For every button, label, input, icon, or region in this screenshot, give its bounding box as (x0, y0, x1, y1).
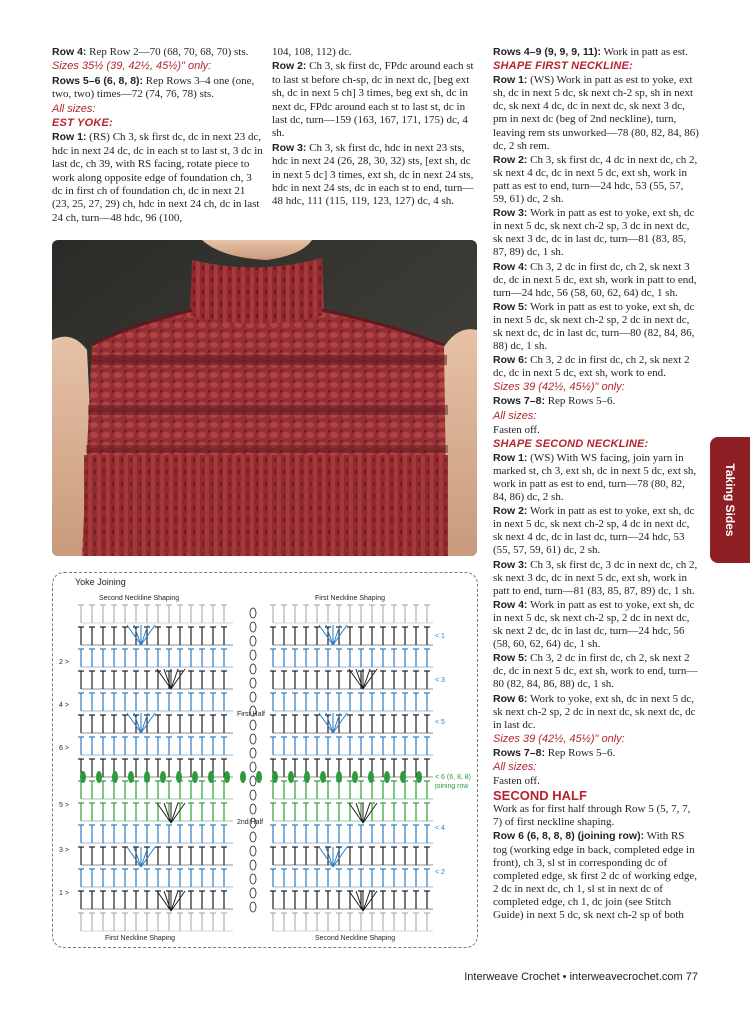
garment-photo-illustration (52, 240, 477, 556)
row-label: Row 3: (493, 207, 528, 220)
instruction-text: (RS) Ch 3, sk first dc, dc in next 23 dc, hdc in next 24 dc, dc in each st to last st, 3 dc in last dc, ch 39, with RS facing, rotate piece to work along opposite edge of foundation ch, 3 dc in first ch of foundation ch, dc in next 21 (23, 25, 27, 29) ch, hdc in next 24 ch, dc in last 24 ch, turn—48 hdc, 96 (100, (52, 131, 263, 224)
row-label: Row 3: (272, 141, 307, 154)
row-label: Row 1: (493, 74, 528, 87)
shell-fan-stroke (326, 713, 333, 733)
page-footer: Interweave Crochet • interweavecrochet.com 77 (464, 971, 698, 983)
shell-fan-stroke (127, 713, 141, 733)
instruction-text: Ch 3, 2 dc in first dc, ch 2, sk next 3 dc, dc in next 5 dc, ext sh, work in patt to end, turn—24 hdc, 56 (58, 60, 62, 64) dc, 1 sh. (493, 260, 697, 299)
shell-fan-stroke (326, 847, 333, 867)
shell-fan-stroke (363, 669, 370, 689)
instruction-text: (WS) With WS facing, join yarn in marked st, ch 3, ext sh, dc in next 5 dc, ext sh, work in patt as est to end, turn—78 (80, 82, 84, 86) dc, 2 sh. (493, 451, 697, 504)
chain-oval (250, 888, 256, 898)
section-heading-second-neckline: SHAPE SECOND NECKLINE: (493, 437, 649, 450)
instruction-text: Rep Row 2—70 (68, 70, 68, 70) sts. (86, 46, 249, 58)
chain-oval (250, 706, 256, 716)
instruction-text: Ch 3, sk first dc, FPdc around each st to last st before ch-sp, dc in next dc, [beg ext sh, dc in next 5 ch] 3 times, beg ext sh, dc in next dc, FPdc around each st to last st, dc in last dc, turn—159 (163, 167, 171, 175) dc, 4 sh. (272, 60, 474, 140)
row-label: Rows 7–8: (493, 395, 545, 408)
chain-oval (250, 664, 256, 674)
shell-fan-stroke (319, 713, 333, 733)
chain-oval (250, 748, 256, 758)
instruction-text: Work as for first half through Row 5 (5, 7, 7, 7) of first neckline shaping. (493, 803, 691, 829)
row-label: Rows 4–9 (9, 9, 9, 11): (493, 46, 601, 58)
chain-oval (250, 902, 256, 912)
row-label: Row 6: (493, 354, 528, 367)
yoke-joining-chart (52, 572, 478, 948)
chart-label-bottom-right: Second Neckline Shaping (315, 935, 396, 942)
row-label: Row 2: (493, 505, 528, 518)
row-label: Row 2: (493, 153, 528, 166)
chain-oval (250, 776, 256, 786)
row-label-right: < 5 (435, 719, 445, 726)
shell-fan-stroke (363, 669, 377, 689)
chart-title: Yoke Joining (75, 577, 126, 587)
joining-row-oval (208, 771, 214, 783)
row-label-right: < 4 (435, 825, 445, 832)
chart-label-bottom-left: First Neckline Shaping (105, 935, 176, 942)
chart-label-top-left: Second Neckline Shaping (99, 595, 180, 602)
shell-fan-stroke (171, 803, 178, 823)
chain-oval (250, 636, 256, 646)
joining-row-oval (240, 771, 246, 783)
shell-fan-stroke (356, 803, 363, 823)
instruction-text: Work in patt as est to yoke, ext sh, dc in next 5 dc, sk next ch-2 sp, 2 dc in next dc, sk next dc, dc in last dc, turn—80 (82, 84, 86, 88) dc, 1 sh. (493, 300, 695, 353)
instruction-text: Fasten off. (493, 423, 540, 436)
sizes-note: Sizes 39 (42½, 45½)" only: (493, 732, 625, 745)
shell-fan-stroke (171, 669, 185, 689)
section-heading-second-half: SECOND HALF (493, 788, 587, 804)
chain-oval (250, 790, 256, 800)
shell-fan-stroke (333, 625, 347, 645)
instruction-text: Ch 3, 2 dc in first dc, ch 2, sk next 2 dc, dc in next 5 dc, ext sh, work to end, turn—80 (82, 84, 86, 88) dc, 1 sh. (493, 652, 698, 691)
row-label: Rows 5–6 (6, 8, 8): (52, 74, 144, 87)
shell-fan-stroke (141, 847, 155, 867)
section-side-tab (710, 437, 750, 563)
chain-oval (250, 650, 256, 660)
row-label-right: < 2 (435, 869, 445, 876)
shell-fan-stroke (363, 891, 377, 911)
instruction-text: 104, 108, 112) dc. (272, 46, 352, 58)
row-label-left: 4 > (59, 702, 69, 709)
instruction-text: Work in patt as est to yoke, ext sh, dc in next 5 dc, sk next ch-2 sp, 4 dc in next dc, sk next 4 dc, dc in last dc, turn—24 hdc, 53 (55, 57, 59, 61) dc, 2 sh. (493, 505, 695, 557)
joining-row-oval (272, 771, 278, 783)
joining-row-oval (304, 771, 310, 783)
row-label: Row 4: (493, 260, 528, 273)
joining-row-oval (288, 771, 294, 783)
shell-fan-stroke (363, 803, 377, 823)
joining-row-oval (128, 771, 134, 783)
row-label: Row 4: (52, 46, 87, 58)
joining-row-oval (256, 771, 262, 783)
chain-oval (250, 720, 256, 730)
shell-fan-stroke (127, 847, 141, 867)
joining-row-oval (144, 771, 150, 783)
shell-fan-stroke (164, 669, 171, 689)
chain-oval (250, 734, 256, 744)
shell-fan-stroke (171, 803, 185, 823)
row-label-left: 1 > (59, 890, 69, 897)
shell-fan-stroke (319, 847, 333, 867)
joining-row-oval (368, 771, 374, 783)
sizes-note: Sizes 39 (42½, 45½)" only: (493, 381, 625, 394)
chain-oval (250, 818, 256, 828)
row-label: Row 5: (493, 300, 528, 313)
instruction-text: Work to yoke, ext sh, dc in next 5 dc, sk next ch-2 sp, 2 dc in next dc, sk next dc, dc in last dc. (493, 692, 696, 731)
instruction-text: Rep Rows 3–4 one (one, two, two) times—72 (74, 76, 78) sts. (52, 74, 255, 101)
instruction-text: Ch 3, sk first dc, 4 dc in next dc, ch 2, sk next 4 dc, dc in next 5 dc, ext sh, work in patt as est to end, turn—24 hdc, 53 (55, 57, 59, 61) dc, 2 sh. (493, 153, 698, 206)
garment-photo (52, 240, 477, 556)
row-label-left: 5 > (59, 802, 69, 809)
chain-oval (250, 762, 256, 772)
text-column-2 (272, 46, 477, 210)
row-label: Row 3: (493, 558, 528, 571)
joining-row-oval (176, 771, 182, 783)
instruction-text: Ch 3, 2 dc in first dc, ch 2, sk next 2 dc, dc in next 5 dc, ext sh, work to end. (493, 354, 690, 380)
shell-fan-stroke (134, 713, 141, 733)
joining-row-oval (352, 771, 358, 783)
shell-fan-stroke (141, 625, 155, 645)
row-label: Row 6 (6, 8, 8, 8) (joining row): (493, 830, 645, 843)
instruction-text: Work in patt as est to yoke, ext sh, dc in next 5 dc, sk next ch-2 sp, 2 dc in next dc, sk next 2 dc, dc in last dc, turn—24 hdc, 56 (58, 60, 62, 64) dc, 1 sh. (493, 598, 695, 651)
row-label-right: < 1 (435, 633, 445, 640)
shell-fan-stroke (356, 669, 363, 689)
shell-fan-stroke (356, 891, 363, 911)
joining-row-oval (336, 771, 342, 783)
shell-fan-stroke (164, 891, 171, 911)
all-sizes-note: All sizes: (52, 102, 96, 115)
shell-fan-stroke (171, 891, 178, 911)
chain-oval (250, 622, 256, 632)
chain-oval (250, 608, 256, 618)
instruction-text: Ch 3, sk first dc, 3 dc in next dc, ch 2, sk next 3 dc, dc in next 5 dc, ext sh, work in patt to end, turn—81 (83, 85, 87, 89) dc, 1 sh. (493, 558, 698, 597)
instruction-text: Work in patt as est to yoke, ext sh, dc in next 5 dc, sk next ch-2 sp, 3 dc in next dc, sk next 3 dc, dc in last dc, turn—81 (83, 85, 87, 89) dc, 1 sh. (493, 207, 695, 259)
all-sizes-note: All sizes: (493, 409, 537, 422)
chain-oval (250, 804, 256, 814)
shell-fan-stroke (141, 713, 155, 733)
joining-row-oval (384, 771, 390, 783)
shell-fan-stroke (319, 625, 333, 645)
instruction-text: Work in patt as est. (600, 46, 688, 58)
shell-fan-stroke (333, 713, 347, 733)
all-sizes-note: All sizes: (493, 760, 537, 773)
instruction-text: Fasten off. (493, 775, 540, 788)
text-column-1 (52, 46, 264, 226)
stitch-diagram (53, 573, 477, 947)
shell-fan-stroke (171, 891, 185, 911)
section-heading-est-yoke: EST YOKE: (52, 117, 113, 130)
row-label: Row 4: (493, 598, 528, 611)
shell-fan-stroke (326, 625, 333, 645)
shell-fan-stroke (134, 847, 141, 867)
row-label-left: 6 > (59, 745, 69, 752)
shell-fan-stroke (127, 625, 141, 645)
shell-fan-stroke (134, 625, 141, 645)
row-label-right: < 3 (435, 677, 445, 684)
shell-fan-stroke (363, 803, 370, 823)
row-label-left: 2 > (59, 659, 69, 666)
chain-oval (250, 832, 256, 842)
row-label: Row 5: (493, 652, 528, 665)
row-label: Rows 7–8: (493, 746, 545, 759)
shell-fan-stroke (171, 669, 178, 689)
section-heading-first-neckline: SHAPE FIRST NECKLINE: (493, 60, 633, 73)
chain-oval (250, 692, 256, 702)
joining-row-oval (96, 771, 102, 783)
chart-label-top-right: First Neckline Shaping (315, 595, 386, 602)
joining-row-oval (192, 771, 198, 783)
joining-row-oval (112, 771, 118, 783)
joining-row-oval (416, 771, 422, 783)
row-label: Row 1: (493, 451, 528, 464)
chain-oval (250, 678, 256, 688)
instruction-text: Rep Rows 5–6. (544, 746, 616, 759)
row-label: Row 2: (272, 60, 307, 73)
instruction-text: (WS) Work in patt as est to yoke, ext sh, dc in next 5 dc, sk next ch-2 sp, sh in next dc, sk next 4 dc, dc in next dc, sk next 3 dc, pm in next dc (beg of 2nd neckline), turn, leaving rem sts unworked—78 (80, 82, 84, 86) dc, 2 sh rem. (493, 74, 699, 152)
shell-fan-stroke (164, 803, 171, 823)
joining-row-oval (224, 771, 230, 783)
row-label: Row 1: (52, 131, 87, 144)
joining-row-oval (400, 771, 406, 783)
shell-fan-stroke (363, 891, 370, 911)
chart-label-first-half: First Half (237, 711, 265, 718)
joining-row-oval (160, 771, 166, 783)
chart-label-second-half: 2nd Half (237, 819, 264, 826)
side-tab-label: Taking Sides (723, 463, 737, 537)
joining-row-oval (80, 771, 86, 783)
chain-oval (250, 860, 256, 870)
row-label-right: < 6 (6, 8, 8) joining row (435, 774, 471, 790)
joining-row-oval (320, 771, 326, 783)
shell-fan-stroke (333, 847, 347, 867)
chain-oval (250, 846, 256, 856)
row-label: Row 6: (493, 692, 528, 705)
instruction-text: With RS tog (working edge in back, completed edge in front), ch 3, sl st in corresponding dc of completed edge, sk first 2 dc of working edge, 2 dc in next dc, ch 1, sl st in next dc of completed edge, ch 1, dc join (see Stitch Guide) in next 5 dc, sk next ch-2 sp of both (493, 830, 698, 921)
instruction-text: Ch 3, sk first dc, hdc in next 23 sts, hdc in next 24 (26, 28, 30, 32) sts, [ext sh, dc in next 5 dc] 3 times, ext sh, dc in next 24 sts, hdc in next 24 sts, dc in each st to end, turn—48 hdc, 111 (115, 119, 123, 127) dc, 4 sh. (272, 141, 474, 208)
chain-oval (250, 874, 256, 884)
row-label-left: 3 > (59, 847, 69, 854)
instruction-text: Rep Rows 5–6. (544, 395, 616, 408)
text-column-3 (493, 46, 699, 923)
sizes-note: Sizes 35½ (39, 42½, 45½)" only: (52, 60, 212, 73)
